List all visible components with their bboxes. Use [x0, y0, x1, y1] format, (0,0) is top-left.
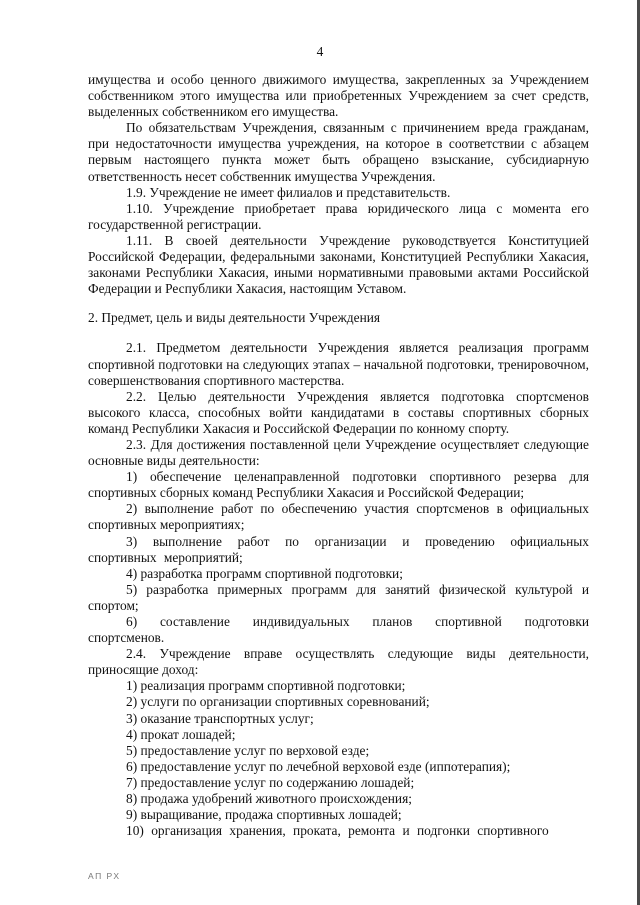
list-item: 5) предоставление услуг по верховой езде; [126, 742, 370, 758]
clause-2-1: 2.1. Предметом деятельности Учреждения является реализация программ спортивной подготовки на следующих этапах – начальной подготовки, тренировочном, совершенствования спортивного мастерства. [88, 340, 589, 388]
clause-2-2: 2.2. Целью деятельности Учреждения является подготовка спортсменов высокого класса, способных войти кандидатами в составы спортивных сборных команд Республики Хакасия и Российской Федерации по конному спорту. [88, 388, 589, 436]
list-item: 4) разработка программ спортивной подготовки; [126, 565, 403, 581]
list-item: 8) продажа удобрений животного происхождения; [126, 791, 412, 807]
list-item: 6) составление индивидуальных планов спортивной подготовки спортсменов. [88, 614, 589, 646]
paragraph-property-continuation: имущества и особо ценного движимого имущества, закрепленных за Учреждением собственником этого имущества или приобретенных Учреждением за счет средств, выделенных собственником его имущества. [88, 72, 589, 120]
clause-1-9: 1.9. Учреждение не имеет филиалов и представительств. [126, 184, 451, 200]
list-item: 1) обеспечение целенаправленной подготовки спортивного резерва для спортивных сборных команд Республики Хакасия и Российской Федерации; [88, 469, 589, 501]
page-number: 4 [316, 44, 324, 59]
list-item: 6) предоставление услуг по лечебной верховой езде (иппотерапия); [126, 758, 511, 774]
footer-mark: АП РХ [88, 871, 121, 881]
clause-1-11: 1.11. В своей деятельности Учреждение руководствуется Конституцией Российской Федерации, федеральными законами, Конституцией Республики Хакасия, законами Республики Хакасия, иными нормативными правовыми актами Российской Федерации и Республики Хакасия, настоящим Уставом. [88, 232, 589, 297]
list-item: 9) выращивание, продажа спортивных лошадей; [126, 807, 402, 823]
list-item: 1) реализация программ спортивной подготовки; [126, 678, 406, 694]
paragraph-liability: По обязательствам Учреждения, связанным с причинением вреда гражданам, при недостаточности имущества учреждения, на которое в соответствии с абзацем первым настоящего пункта может быть обращено взыскание, субсидиарную ответственность несет собственник имущества Учреждения. [88, 120, 589, 184]
list-item: 7) предоставление услуг по содержанию лошадей; [126, 774, 415, 790]
section-heading-2: 2. Предмет, цель и виды деятельности Учреждения [88, 310, 381, 326]
clause-2-4: 2.4. Учреждение вправе осуществлять следующие виды деятельности, приносящие доход: [88, 646, 589, 678]
document-body [88, 72, 589, 839]
list-item: 5) разработка примерных программ для занятий физической культурой и спортом; [88, 581, 589, 613]
clause-2-3: 2.3. Для достижения поставленной цели Учреждение осуществляет следующие основные виды деятельности: [88, 436, 589, 469]
clause-1-10: 1.10. Учреждение приобретает права юридического лица с момента его государственной регистрации. [88, 200, 589, 232]
list-item: 3) выполнение работ по организации и проведению официальных спортивных мероприятий; [88, 533, 589, 565]
list-item: 2) услуги по организации спортивных соревнований; [126, 694, 430, 710]
list-item: 10) организация хранения, проката, ремонта и подгонки спортивного [126, 823, 549, 839]
list-item: 2) выполнение работ по обеспечению участия спортсменов в официальных спортивных мероприятиях; [88, 501, 589, 533]
list-item: 3) оказание транспортных услуг; [126, 710, 314, 726]
list-item: 4) прокат лошадей; [126, 726, 236, 742]
